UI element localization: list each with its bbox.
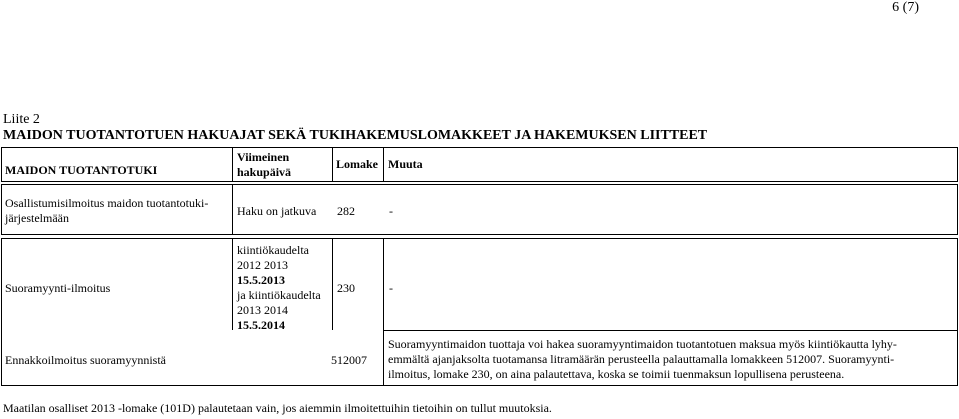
header-deadline-line1: Viimeinen <box>237 150 290 164</box>
row2-name: Suoramyynti-ilmoitus <box>5 281 111 295</box>
row2-deadline-line4: ja kiintiökaudelta <box>237 288 321 302</box>
row2-top-border <box>1 238 958 239</box>
header-deadline-line2: hakupäivä <box>237 165 292 179</box>
header-maidon-tuotantotuki: MAIDON TUOTANTOTUKI <box>5 163 158 177</box>
footer-note: Maatilan osalliset 2013 -lomake (101D) palautetaan vain, jos aiemmin ilmoitettuihin tietoihin on tullut muutoksia. <box>3 401 552 415</box>
row2-other-bottom-border <box>383 330 958 331</box>
page-number: 6 (7) <box>892 0 919 15</box>
row1-other: - <box>389 204 393 218</box>
row1-name-line1: Osallistumisilmoitus maidon tuotantotuki- <box>5 196 209 210</box>
row3-other-line3: ilmoitus, lomake 230, on aina palautettava, koska se toimii tuenmaksun lopullisena perusteena. <box>388 367 845 381</box>
document-heading: MAIDON TUOTANTOTUEN HAKUAJAT SEKÄ TUKIHAKEMUSLOMAKKEET JA HAKEMUKSEN LIITTEET <box>3 128 708 143</box>
row1-form: 282 <box>337 204 355 218</box>
row3-other-line1: Suoramyyntimaidon tuottaja voi hakea suoramyyntimaidon tuotantotuen maksua myös kiintiökautta lyhy- <box>388 337 897 351</box>
row2-deadline-line2: 2012 2013 <box>237 258 288 272</box>
row2-form: 230 <box>337 281 355 295</box>
header-other: Muuta <box>388 157 423 171</box>
row3-form: 512007 <box>331 353 367 367</box>
row1-bottom-border <box>1 234 958 235</box>
row3-other-line2: emmältä ajanjaksolta tuotamansa litramäärän perusteella palauttamalla lomakkeen 512007. Suoramyynti- <box>388 352 895 366</box>
row2-deadline-line5: 2013 2014 <box>237 303 288 317</box>
table-top-border <box>1 147 958 148</box>
appendix-label: Liite 2 <box>3 112 40 127</box>
table-bottom-border <box>1 385 958 386</box>
row3-name: Ennakkoilmoitus suoramyynnistä <box>5 353 166 367</box>
row1-top-border <box>1 184 958 185</box>
row2-deadline-date2: 15.5.2014 <box>237 318 285 332</box>
row1-name-line2: järjestelmään <box>5 211 69 225</box>
row1-deadline: Haku on jatkuva <box>237 204 317 218</box>
row2-other: - <box>389 281 393 295</box>
row2-deadline-date1: 15.5.2013 <box>237 273 285 287</box>
header-bottom-border <box>1 181 958 182</box>
header-form: Lomake <box>336 157 378 171</box>
row2-deadline-line1: kiintiökaudelta <box>237 243 309 257</box>
